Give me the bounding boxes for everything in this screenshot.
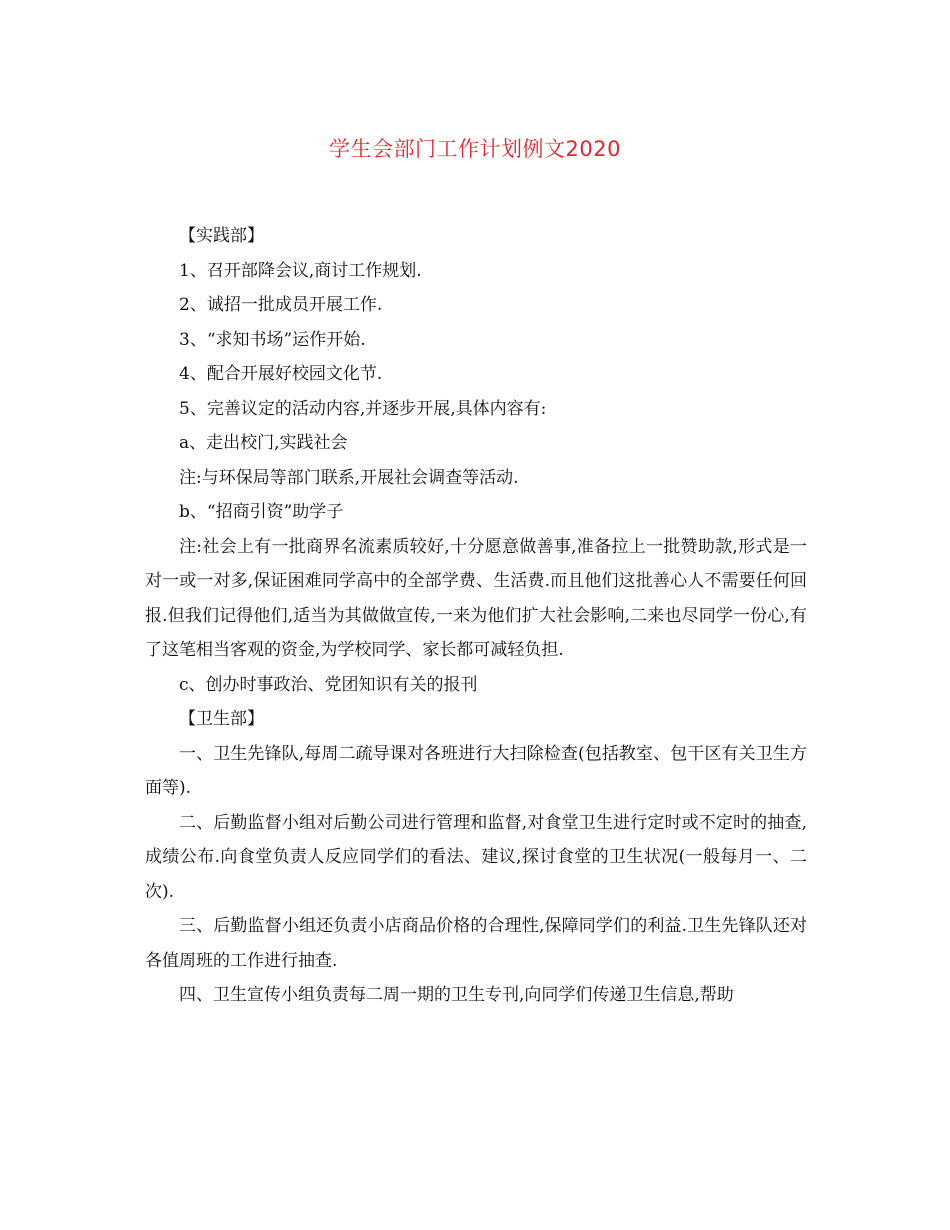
- document-body: [145, 219, 807, 1013]
- section-heading-hygiene: 【卫生部】: [179, 709, 264, 729]
- paragraph: 注:社会上有一批商界名流素质较好,十分愿意做善事,准备拉上一批赞助款,形式是一对一或一对多,保证困难同学高中的全部学费、生活费.而且他们这批善心人不需要任何回报.但我们记得他们,适当为其做做宣传,一来为他们扩大社会影响,二来也尽同学一份心,有了这笔相当客观的资金,为学校同学、家长都可减轻负担.: [145, 536, 807, 660]
- paragraph: b、“招商引资”助学子: [179, 502, 344, 522]
- paragraph: 4、配合开展好校园文化节.: [179, 364, 383, 384]
- document-title: 学生会部门工作计划例文2020: [329, 137, 621, 161]
- paragraph: 2、诚招一批成员开展工作.: [179, 295, 383, 315]
- paragraph: 四、卫生宣传小组负责每二周一期的卫生专刊,向同学们传递卫生信息,帮助: [179, 985, 734, 1005]
- section-heading-practice: 【实践部】: [179, 226, 264, 246]
- paragraph: 注:与环保局等部门联系,开展社会调查等活动.: [179, 467, 519, 488]
- paragraph: 三、后勤监督小组还负责小店商品价格的合理性,保障同学们的利益.卫生先锋队还对各值周班的工作进行抽查.: [145, 916, 807, 971]
- paragraph: 3、“求知书场”运作开始.: [179, 329, 366, 350]
- paragraph: a、走出校门,实践社会: [179, 433, 348, 453]
- paragraph: 一、卫生先锋队,每周二疏导课对各班进行大扫除检查(包括教室、包干区有关卫生方面等).: [145, 743, 807, 798]
- paragraph: 1、召开部降会议,商讨工作规划.: [179, 260, 422, 281]
- paragraph: c、创办时事政治、党团知识有关的报刊: [179, 674, 478, 695]
- paragraph: 二、后勤监督小组对后勤公司进行管理和监督,对食堂卫生进行定时或不定时的抽查,成绩公布.向食堂负责人反应同学们的看法、建议,探讨食堂的卫生状况(一般每月一、二次).: [145, 812, 807, 902]
- paragraph: 5、完善议定的活动内容,并逐步开展,具体内容有:: [179, 398, 547, 419]
